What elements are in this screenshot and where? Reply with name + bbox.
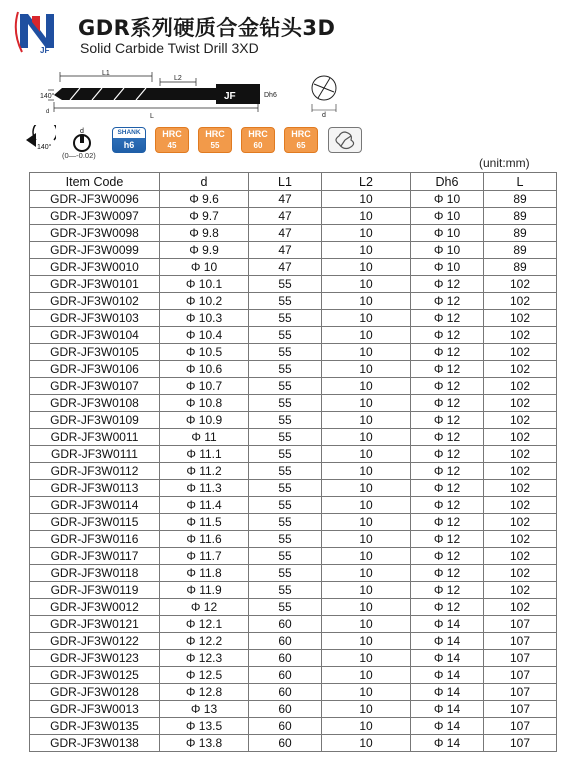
cell-l1: 55 [249, 446, 322, 463]
cell-item-code: GDR-JF3W0128 [30, 684, 160, 701]
cell-l1: 47 [249, 191, 322, 208]
cell-l: 102 [484, 463, 557, 480]
table-body [30, 191, 557, 752]
cell-l: 107 [484, 650, 557, 667]
cell-l: 89 [484, 242, 557, 259]
cell-l1: 55 [249, 463, 322, 480]
cell-dh6: Φ 12 [411, 514, 484, 531]
hrc-value: 65 [296, 141, 306, 150]
table-row [30, 650, 557, 667]
cell-l1: 47 [249, 208, 322, 225]
cell-l1: 47 [249, 259, 322, 276]
cell-l2: 10 [322, 548, 411, 565]
cell-d: Φ 12.5 [160, 667, 249, 684]
cell-l2: 10 [322, 327, 411, 344]
cell-l1: 55 [249, 293, 322, 310]
cell-l1: 55 [249, 412, 322, 429]
cell-l1: 47 [249, 242, 322, 259]
table-row [30, 531, 557, 548]
cell-l: 102 [484, 480, 557, 497]
table-row [30, 582, 557, 599]
table-row [30, 395, 557, 412]
table-row [30, 208, 557, 225]
cell-l1: 55 [249, 361, 322, 378]
cell-d: Φ 9.7 [160, 208, 249, 225]
cell-dh6: Φ 12 [411, 565, 484, 582]
cell-item-code: GDR-JF3W0117 [30, 548, 160, 565]
cell-l2: 10 [322, 718, 411, 735]
shank-label: SHANK [117, 129, 141, 136]
cell-l1: 55 [249, 514, 322, 531]
cell-dh6: Φ 10 [411, 225, 484, 242]
cell-l1: 60 [249, 701, 322, 718]
table-row [30, 293, 557, 310]
cell-item-code: GDR-JF3W0102 [30, 293, 160, 310]
cell-item-code: GDR-JF3W0107 [30, 378, 160, 395]
cell-d: Φ 10.3 [160, 310, 249, 327]
cell-d: Φ 10.9 [160, 412, 249, 429]
cell-dh6: Φ 14 [411, 633, 484, 650]
table-row [30, 310, 557, 327]
table-row [30, 684, 557, 701]
cell-l1: 60 [249, 616, 322, 633]
cell-l2: 10 [322, 735, 411, 752]
cell-dh6: Φ 10 [411, 259, 484, 276]
hrc-label: HRC [205, 129, 225, 139]
cell-l: 102 [484, 446, 557, 463]
cell-l2: 10 [322, 412, 411, 429]
cell-l2: 10 [322, 378, 411, 395]
diagram-l-label: L [150, 113, 154, 120]
cell-l2: 10 [322, 497, 411, 514]
cell-l: 107 [484, 701, 557, 718]
cell-d: Φ 12.1 [160, 616, 249, 633]
cell-item-code: GDR-JF3W0116 [30, 531, 160, 548]
hrc-value: 55 [210, 141, 220, 150]
cell-dh6: Φ 14 [411, 667, 484, 684]
cell-l2: 10 [322, 565, 411, 582]
cell-l2: 10 [322, 361, 411, 378]
cell-dh6: Φ 10 [411, 208, 484, 225]
diagram-d-label: d [46, 109, 50, 115]
column-header-l2: L2 [322, 173, 411, 191]
shank-h6-badge [112, 127, 146, 153]
cell-d: Φ 10 [160, 259, 249, 276]
cell-l: 89 [484, 191, 557, 208]
cell-l1: 55 [249, 378, 322, 395]
table-row [30, 412, 557, 429]
cell-item-code: GDR-JF3W0012 [30, 599, 160, 616]
cell-item-code: GDR-JF3W0103 [30, 310, 160, 327]
cell-d: Φ 11 [160, 429, 249, 446]
cell-dh6: Φ 14 [411, 616, 484, 633]
table-row [30, 633, 557, 650]
cell-dh6: Φ 12 [411, 480, 484, 497]
cell-l1: 47 [249, 225, 322, 242]
cell-d: Φ 12.8 [160, 684, 249, 701]
cell-l: 89 [484, 225, 557, 242]
cell-item-code: GDR-JF3W0106 [30, 361, 160, 378]
cell-l1: 60 [249, 735, 322, 752]
cell-dh6: Φ 12 [411, 531, 484, 548]
cell-l1: 60 [249, 684, 322, 701]
page-subtitle: Solid Carbide Twist Drill 3XD [80, 40, 259, 56]
table-row [30, 514, 557, 531]
cell-item-code: GDR-JF3W0125 [30, 667, 160, 684]
cell-l1: 55 [249, 276, 322, 293]
page-title: GDR系列硬质合金钻头3D [78, 16, 336, 40]
cell-item-code: GDR-JF3W0121 [30, 616, 160, 633]
cell-item-code: GDR-JF3W0113 [30, 480, 160, 497]
cell-l: 102 [484, 514, 557, 531]
cell-l2: 10 [322, 259, 411, 276]
cell-d: Φ 11.3 [160, 480, 249, 497]
hrc-60-badge [241, 127, 275, 153]
cell-l2: 10 [322, 684, 411, 701]
cell-l: 102 [484, 276, 557, 293]
cell-l: 102 [484, 582, 557, 599]
header [10, 6, 570, 62]
table-row [30, 191, 557, 208]
cell-d: Φ 10.6 [160, 361, 249, 378]
cell-d: Φ 11.7 [160, 548, 249, 565]
shank-value: h6 [123, 140, 135, 150]
cell-dh6: Φ 12 [411, 293, 484, 310]
cell-l2: 10 [322, 344, 411, 361]
cell-l: 102 [484, 310, 557, 327]
cell-d: Φ 11.8 [160, 565, 249, 582]
cell-item-code: GDR-JF3W0105 [30, 344, 160, 361]
cell-l: 102 [484, 293, 557, 310]
cell-l2: 10 [322, 531, 411, 548]
cell-l2: 10 [322, 242, 411, 259]
table-row [30, 616, 557, 633]
table-row [30, 735, 557, 752]
cell-d: Φ 11.4 [160, 497, 249, 514]
table-row [30, 259, 557, 276]
cell-dh6: Φ 12 [411, 361, 484, 378]
hrc-value: 45 [167, 141, 177, 150]
diagram-dh6-label: Dh6 [264, 92, 277, 99]
cell-d: Φ 10.7 [160, 378, 249, 395]
cell-d: Φ 11.6 [160, 531, 249, 548]
cell-dh6: Φ 10 [411, 191, 484, 208]
cell-l1: 60 [249, 667, 322, 684]
cell-l2: 10 [322, 293, 411, 310]
cell-d: Φ 12.3 [160, 650, 249, 667]
cell-d: Φ 9.6 [160, 191, 249, 208]
cell-l2: 10 [322, 191, 411, 208]
cell-l: 107 [484, 684, 557, 701]
cell-l: 102 [484, 344, 557, 361]
company-logo [12, 8, 62, 54]
cell-l: 102 [484, 429, 557, 446]
column-header-dh6: Dh6 [411, 173, 484, 191]
table-row [30, 480, 557, 497]
cell-l2: 10 [322, 599, 411, 616]
cell-item-code: GDR-JF3W0097 [30, 208, 160, 225]
table-row [30, 565, 557, 582]
cell-dh6: Φ 12 [411, 327, 484, 344]
cell-d: Φ 12.2 [160, 633, 249, 650]
cell-dh6: Φ 12 [411, 344, 484, 361]
cell-dh6: Φ 12 [411, 276, 484, 293]
table-row [30, 718, 557, 735]
table-row [30, 446, 557, 463]
cell-item-code: GDR-JF3W0119 [30, 582, 160, 599]
table-row [30, 276, 557, 293]
cell-l: 102 [484, 565, 557, 582]
cell-item-code: GDR-JF3W0114 [30, 497, 160, 514]
cell-l: 107 [484, 633, 557, 650]
cell-item-code: GDR-JF3W0104 [30, 327, 160, 344]
table-row [30, 463, 557, 480]
cell-l1: 55 [249, 429, 322, 446]
cell-dh6: Φ 14 [411, 701, 484, 718]
cell-l: 102 [484, 361, 557, 378]
cell-d: Φ 10.1 [160, 276, 249, 293]
cell-dh6: Φ 12 [411, 412, 484, 429]
cell-l: 102 [484, 412, 557, 429]
point-angle-icon [24, 125, 56, 155]
table-row [30, 599, 557, 616]
table-header-row [30, 173, 557, 191]
cell-item-code: GDR-JF3W0098 [30, 225, 160, 242]
cell-d: Φ 13.5 [160, 718, 249, 735]
cell-l2: 10 [322, 701, 411, 718]
tolerance-range: (0—-0.02) [62, 151, 96, 160]
cell-dh6: Φ 12 [411, 446, 484, 463]
svg-text:JF: JF [224, 91, 236, 102]
cell-d: Φ 9.9 [160, 242, 249, 259]
cell-l: 102 [484, 395, 557, 412]
table-row [30, 497, 557, 514]
column-header-d: d [160, 173, 249, 191]
cell-dh6: Φ 12 [411, 378, 484, 395]
cell-l: 107 [484, 667, 557, 684]
table-row [30, 378, 557, 395]
cell-dh6: Φ 14 [411, 684, 484, 701]
cell-l2: 10 [322, 395, 411, 412]
table-row [30, 327, 557, 344]
cell-l2: 10 [322, 514, 411, 531]
cell-d: Φ 12 [160, 599, 249, 616]
spec-table [29, 172, 557, 752]
table-row [30, 225, 557, 242]
cell-dh6: Φ 14 [411, 718, 484, 735]
table-row [30, 361, 557, 378]
table-row [30, 548, 557, 565]
hrc-55-badge [198, 127, 232, 153]
cell-l: 89 [484, 259, 557, 276]
cell-item-code: GDR-JF3W0109 [30, 412, 160, 429]
cell-l1: 55 [249, 582, 322, 599]
cell-d: Φ 13 [160, 701, 249, 718]
cell-l2: 10 [322, 463, 411, 480]
cell-l: 89 [484, 208, 557, 225]
cell-dh6: Φ 12 [411, 429, 484, 446]
cell-l1: 55 [249, 497, 322, 514]
cell-l2: 10 [322, 225, 411, 242]
cell-l2: 10 [322, 446, 411, 463]
hrc-label: HRC [162, 129, 182, 139]
diagram-l1-label: L1 [102, 70, 110, 77]
cell-item-code: GDR-JF3W0118 [30, 565, 160, 582]
cell-l: 102 [484, 378, 557, 395]
cell-l: 102 [484, 497, 557, 514]
flute-type-badge [328, 127, 362, 153]
cell-l1: 60 [249, 718, 322, 735]
cell-l1: 55 [249, 327, 322, 344]
cell-item-code: GDR-JF3W0122 [30, 633, 160, 650]
cell-d: Φ 10.8 [160, 395, 249, 412]
cell-item-code: GDR-JF3W0010 [30, 259, 160, 276]
cell-l2: 10 [322, 650, 411, 667]
cell-d: Φ 10.2 [160, 293, 249, 310]
feature-icons [24, 125, 364, 165]
cell-l1: 60 [249, 633, 322, 650]
cell-d: Φ 10.4 [160, 327, 249, 344]
cell-l1: 55 [249, 548, 322, 565]
cell-item-code: GDR-JF3W0112 [30, 463, 160, 480]
cell-l1: 55 [249, 395, 322, 412]
cell-item-code: GDR-JF3W0013 [30, 701, 160, 718]
cell-l: 107 [484, 735, 557, 752]
cell-dh6: Φ 12 [411, 310, 484, 327]
point-angle-label: 140° [37, 144, 52, 151]
table-row [30, 701, 557, 718]
cell-l: 102 [484, 327, 557, 344]
cell-dh6: Φ 12 [411, 582, 484, 599]
unit-label: (unit:mm) [479, 156, 530, 170]
table-row [30, 667, 557, 684]
cell-d: Φ 10.5 [160, 344, 249, 361]
cell-l2: 10 [322, 208, 411, 225]
table-row [30, 429, 557, 446]
cell-dh6: Φ 10 [411, 242, 484, 259]
hrc-45-badge [155, 127, 189, 153]
cell-l2: 10 [322, 633, 411, 650]
cell-dh6: Φ 12 [411, 463, 484, 480]
cell-d: Φ 11.5 [160, 514, 249, 531]
cell-dh6: Φ 12 [411, 548, 484, 565]
cell-dh6: Φ 12 [411, 395, 484, 412]
cell-d: Φ 13.8 [160, 735, 249, 752]
cell-l2: 10 [322, 616, 411, 633]
cell-item-code: GDR-JF3W0096 [30, 191, 160, 208]
cell-l1: 55 [249, 310, 322, 327]
cell-l: 107 [484, 616, 557, 633]
cell-item-code: GDR-JF3W0135 [30, 718, 160, 735]
cell-d: Φ 11.9 [160, 582, 249, 599]
drill-end-view [306, 72, 342, 118]
cell-d: Φ 11.1 [160, 446, 249, 463]
cell-l1: 55 [249, 480, 322, 497]
cell-l1: 55 [249, 531, 322, 548]
cell-item-code: GDR-JF3W0123 [30, 650, 160, 667]
cell-item-code: GDR-JF3W0111 [30, 446, 160, 463]
cell-item-code: GDR-JF3W0099 [30, 242, 160, 259]
cell-dh6: Φ 12 [411, 599, 484, 616]
cell-l: 102 [484, 531, 557, 548]
cell-l2: 10 [322, 480, 411, 497]
cell-l1: 55 [249, 565, 322, 582]
cell-item-code: GDR-JF3W0138 [30, 735, 160, 752]
cell-dh6: Φ 14 [411, 650, 484, 667]
logo-text: JF [40, 46, 50, 54]
hrc-label: HRC [248, 129, 268, 139]
column-header-l: L [484, 173, 557, 191]
cell-dh6: Φ 14 [411, 735, 484, 752]
cell-item-code: GDR-JF3W0011 [30, 429, 160, 446]
cell-item-code: GDR-JF3W0101 [30, 276, 160, 293]
column-header-l1: L1 [249, 173, 322, 191]
tolerance-d-label: d [80, 128, 84, 135]
flute-icon [329, 128, 361, 152]
table-row [30, 242, 557, 259]
cell-d: Φ 9.8 [160, 225, 249, 242]
cell-d: Φ 11.2 [160, 463, 249, 480]
column-header-item-code: Item Code [30, 173, 160, 191]
table-row [30, 344, 557, 361]
cell-l1: 55 [249, 344, 322, 361]
end-view-d-label: d [322, 112, 326, 118]
diagram-l2-label: L2 [174, 75, 182, 82]
cell-l1: 60 [249, 650, 322, 667]
cell-l: 107 [484, 718, 557, 735]
cell-l1: 55 [249, 599, 322, 616]
cell-l2: 10 [322, 429, 411, 446]
cell-l: 102 [484, 599, 557, 616]
cell-item-code: GDR-JF3W0108 [30, 395, 160, 412]
cell-dh6: Φ 12 [411, 497, 484, 514]
diagram-angle-label: 140° [40, 93, 55, 100]
hrc-label: HRC [291, 129, 311, 139]
cell-item-code: GDR-JF3W0115 [30, 514, 160, 531]
hrc-65-badge [284, 127, 318, 153]
cell-l2: 10 [322, 582, 411, 599]
cell-l2: 10 [322, 667, 411, 684]
cell-l: 102 [484, 548, 557, 565]
cell-l2: 10 [322, 310, 411, 327]
hrc-value: 60 [253, 141, 263, 150]
cell-l2: 10 [322, 276, 411, 293]
